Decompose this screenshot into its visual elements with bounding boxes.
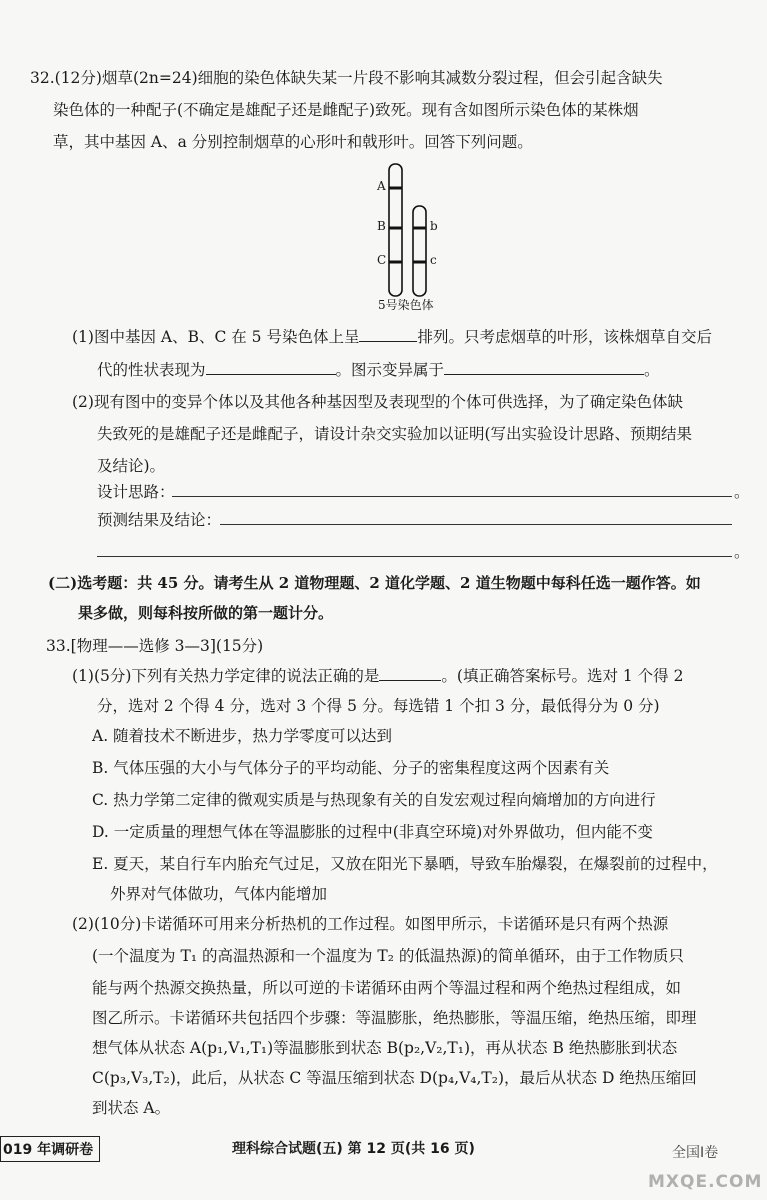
q32-part1-text-e: 。 [644, 361, 660, 379]
q32-part1-text-a: (1)图中基因 A、B、C 在 5 号染色体上呈 [72, 328, 360, 346]
q32-line3: 草，其中基因 A、a 分别控制烟草的心形叶和戟形叶。回答下列问题。 [53, 133, 533, 151]
footer-exam-tag: 019 年调研卷 [0, 1136, 100, 1162]
design-answer-line[interactable] [172, 496, 732, 497]
q33-part2-line2: (一个温度为 T₁ 的高温热源和一个温度为 T₂ 的低温热源)的简单循环，由于工作物质只 [92, 947, 684, 965]
q33-part2-line4: 图乙所示。卡诺循环共包括四个步骤：等温膨胀，绝热膨胀，等温压缩，绝热压缩，即理 [92, 1009, 697, 1027]
result-answer-line-2[interactable] [97, 556, 732, 557]
section2-line1: (二)选考题：共 45 分。请考生从 2 道物理题、2 道化学题、2 道生物题中每科任选一题作答。如 [48, 574, 701, 592]
q32-part1-text-c: 代的性状表现为 [97, 361, 206, 379]
chromosome-deleted [413, 206, 426, 296]
result-period: 。 [734, 543, 750, 561]
q33-part2-line5: 想气体从状态 A(p₁,V₁,T₁)等温膨胀到状态 B(p₂,V₂,T₁)，再从状态 B 绝热膨胀到状态 [92, 1039, 678, 1057]
option-D: D. 一定质量的理想气体在等温膨胀的过程中(非真空环境)对外界做功，但内能不变 [92, 823, 653, 841]
chromosome-diagram [360, 158, 460, 318]
label-B: B [377, 219, 386, 233]
option-E: E. 夏天，某自行车内胎充气过足，又放在阳光下暴晒，导致车胎爆裂，在爆裂前的过程中， [92, 855, 718, 873]
design-label: 设计思路： [97, 483, 175, 501]
option-A: A. 随着技术不断进步，热力学零度可以达到 [92, 727, 393, 745]
watermark-text: MXQE.COM [648, 1172, 763, 1192]
q32-part1-line1 [72, 325, 712, 347]
q33-part2-line3: 能与两个热源交换热量，所以可逆的卡诺循环由两个等温过程和两个绝热过程组成，如 [92, 979, 682, 997]
chromosome-normal [389, 164, 402, 296]
label-A: A [377, 179, 386, 193]
q33-part1-text-a: (1)(5分)下列有关热力学定律的说法正确的是 [72, 667, 380, 685]
q33-part2-line7: 到状态 A。 [92, 1099, 171, 1117]
answer-blank-4[interactable] [379, 665, 441, 682]
footer-paper-type: 全国Ⅰ卷 [672, 1145, 719, 1161]
q33-part2-line6: C(p₃,V₃,T₂)，此后，从状态 C 等温压缩到状态 D(p₄,V₄,T₂)，最后从状态 D 绝热压缩回 [92, 1069, 697, 1087]
footer-page-info: 理科综合试题(五) 第 12 页(共 16 页) [232, 1141, 475, 1157]
q32-line1: 32.(12分)烟草(2n=24)细胞的染色体缺失某一片段不影响其减数分裂过程，但会引起含缺失 [30, 69, 663, 87]
label-c: c [430, 253, 437, 267]
q32-part1-text-b: 排列。只考虑烟草的叶形，该株烟草自交后 [417, 328, 712, 346]
q33-title: 33.[物理——选修 3—3](15分) [46, 637, 264, 655]
q32-part2-line2: 失致死的是雄配子还是雌配子，请设计杂交实验加以证明(写出实验设计思路、预期结果 [97, 425, 693, 443]
q32-part2-line1: (2)现有图中的变异个体以及其他各种基因型及表现型的个体可供选择，为了确定染色体缺 [72, 393, 683, 411]
design-period: 。 [734, 483, 750, 501]
q33-part2-line1: (2)(10分)卡诺循环可用来分析热机的工作过程。如图甲所示，卡诺循环是只有两个热源 [72, 915, 669, 933]
option-B: B. 气体压强的大小与气体分子的平均动能、分子的密集程度这两个因素有关 [92, 759, 610, 777]
q33-part1-text-b: 。(填正确答案标号。选对 1 个得 2 [441, 667, 684, 685]
result-answer-line-1[interactable] [220, 524, 732, 525]
q32-part1-line2 [97, 358, 660, 380]
q32-part2-line3: 及结论)。 [97, 457, 166, 475]
chromosome-figure [360, 158, 460, 318]
answer-blank-2[interactable] [206, 359, 336, 376]
section2-line2: 果多做，则每科按所做的第一题计分。 [78, 604, 334, 622]
option-C: C. 热力学第二定律的微观实质是与热现象有关的自发宏观过程向熵增加的方向进行 [92, 791, 656, 809]
figure-caption: 5号染色体 [378, 298, 434, 312]
answer-blank-3[interactable] [444, 359, 644, 376]
q33-part1-line1 [72, 664, 683, 686]
label-b: b [430, 219, 438, 233]
q32-line2: 染色体的一种配子(不确定是雄配子还是雌配子)致死。现有含如图所示染色体的某株烟 [53, 101, 639, 119]
option-E-cont: 外界对气体做功，气体内能增加 [110, 885, 328, 903]
result-label: 预测结果及结论： [97, 511, 222, 529]
label-C: C [377, 253, 387, 267]
answer-blank-1[interactable] [359, 326, 417, 343]
q33-part1-line2: 分，选对 2 个得 4 分，选对 3 个得 5 分。每选错 1 个扣 3 分，最低得分为 0 分) [97, 697, 660, 715]
q32-part1-text-d: 。图示变异属于 [335, 361, 445, 379]
